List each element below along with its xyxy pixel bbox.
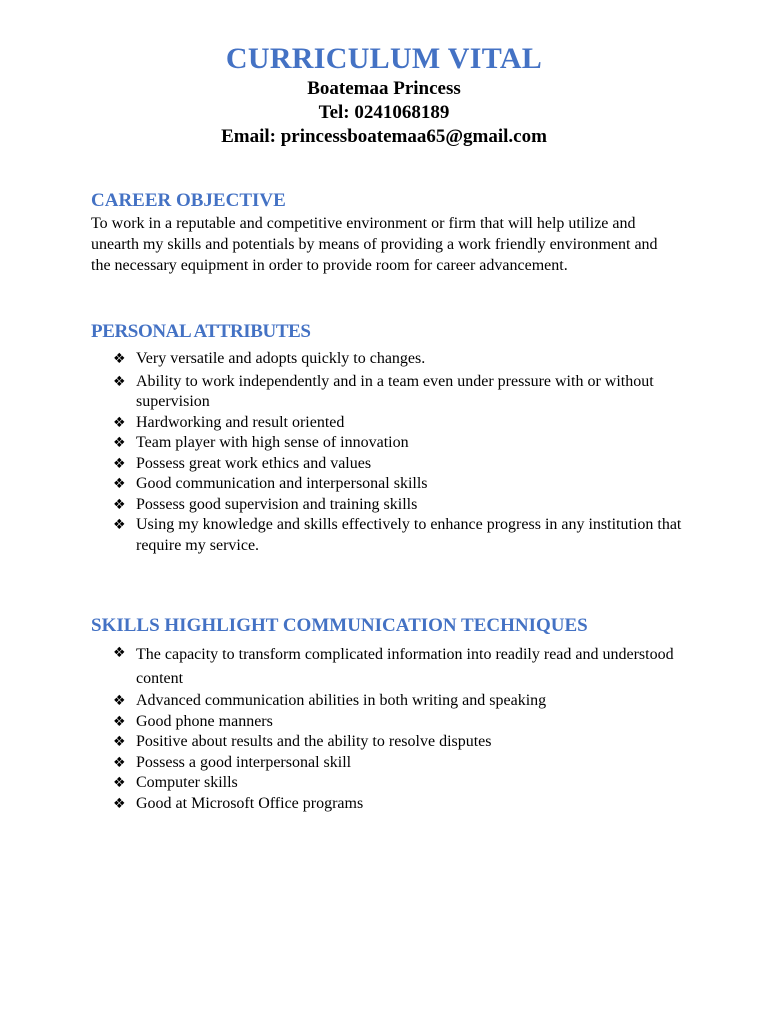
diamond-bullet-icon: ❖ bbox=[113, 517, 126, 533]
list-item bbox=[113, 349, 693, 370]
diamond-bullet-icon: ❖ bbox=[113, 734, 126, 750]
list-item bbox=[113, 433, 693, 454]
skills-highlight-list bbox=[113, 643, 693, 814]
list-item bbox=[113, 691, 693, 712]
list-item bbox=[113, 495, 693, 516]
diamond-bullet-icon: ❖ bbox=[113, 414, 126, 431]
career-objective-heading: CAREER OBJECTIVE bbox=[91, 190, 286, 211]
list-item-text: Using my knowledge and skills effectively to enhance progress in any institution that require my service. bbox=[136, 516, 682, 554]
document-title: CURRICULUM VITAL bbox=[225, 42, 543, 75]
applicant-name: Boatemaa Princess bbox=[307, 78, 461, 99]
diamond-bullet-icon: ❖ bbox=[113, 476, 126, 492]
diamond-bullet-icon: ❖ bbox=[113, 713, 126, 730]
diamond-bullet-icon: ❖ bbox=[113, 496, 126, 513]
list-item bbox=[113, 372, 693, 413]
list-item-text: Possess great work ethics and values bbox=[136, 454, 372, 472]
list-item bbox=[113, 474, 693, 495]
list-item-text: Good phone manners bbox=[136, 712, 273, 730]
personal-attributes-list bbox=[113, 349, 693, 556]
list-item-text: Possess good supervision and training skills bbox=[136, 495, 418, 513]
diamond-bullet-icon: ❖ bbox=[113, 754, 126, 771]
list-item-text: Ability to work independently and in a team even under pressure with or without supervision bbox=[136, 372, 654, 410]
list-item bbox=[113, 732, 693, 753]
list-item bbox=[113, 794, 693, 815]
list-item bbox=[113, 643, 693, 691]
career-objective-text: To work in a reputable and competitive environment or firm that will help utilize and unearth my skills and potentials by means of providing a work friendly environment and the necessary equipment in order to provide room for career advancement. bbox=[91, 215, 658, 274]
personal-attributes-heading: PERSONAL ATTRIBUTES bbox=[91, 321, 311, 342]
list-item bbox=[113, 773, 693, 794]
list-item-text: Good communication and interpersonal skills bbox=[136, 475, 428, 492]
list-item-text: Positive about results and the ability to resolve disputes bbox=[136, 733, 492, 750]
email-address: Email: princessboatemaa65@gmail.com bbox=[221, 126, 547, 147]
list-item bbox=[113, 712, 693, 733]
list-item-text: Very versatile and adopts quickly to changes. bbox=[136, 350, 426, 367]
skills-highlight-heading: SKILLS HIGHLIGHT COMMUNICATION TECHNIQUES bbox=[91, 615, 588, 636]
list-item bbox=[113, 413, 693, 434]
diamond-bullet-icon: ❖ bbox=[113, 373, 126, 390]
list-item bbox=[113, 454, 693, 475]
list-item-text: Hardworking and result oriented bbox=[136, 413, 345, 431]
diamond-bullet-icon: ❖ bbox=[113, 795, 126, 812]
list-item bbox=[113, 515, 693, 556]
list-item-text: The capacity to transform complicated information into readily read and understood content bbox=[136, 646, 674, 687]
list-item-text: Good at Microsoft Office programs bbox=[136, 794, 364, 812]
list-item bbox=[113, 753, 693, 774]
diamond-bullet-icon: ❖ bbox=[113, 455, 126, 472]
list-item-text: Team player with high sense of innovation bbox=[136, 434, 409, 451]
list-item-text: Computer skills bbox=[136, 774, 238, 791]
diamond-bullet-icon: ❖ bbox=[113, 775, 126, 791]
diamond-bullet-icon: ❖ bbox=[113, 435, 126, 451]
diamond-bullet-icon: ❖ bbox=[113, 645, 126, 661]
telephone: Tel: 0241068189 bbox=[318, 102, 450, 123]
diamond-bullet-icon: ❖ bbox=[113, 693, 126, 709]
list-item-text: Advanced communication abilities in both writing and speaking bbox=[136, 692, 547, 709]
diamond-bullet-icon: ❖ bbox=[113, 351, 126, 367]
list-item-text: Possess a good interpersonal skill bbox=[136, 753, 352, 771]
